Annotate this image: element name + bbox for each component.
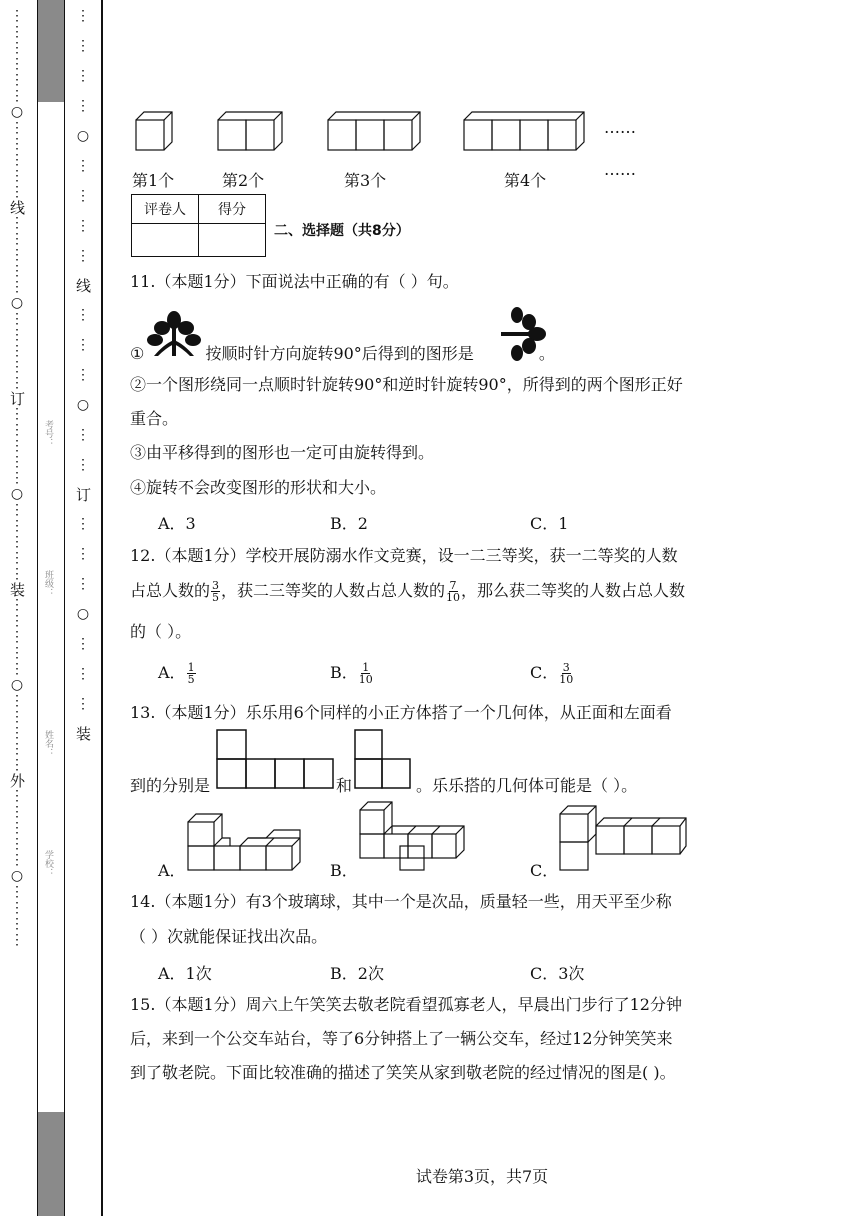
binding-char-wai: 外 bbox=[8, 773, 26, 788]
q14-option-b[interactable]: B．2次 bbox=[330, 964, 384, 983]
q12-option-b[interactable] bbox=[330, 660, 374, 685]
outer-dotted-column: ⋮ ⋮ ⋮ ⋮ ⋮ ⋮ ○ ⋮ ⋮ ⋮ ⋮ ⋮ 线 ⋮ ⋮ ⋮ ⋮ ⋮ ○ ⋮ ⋮ ⋮ ⋮ ⋮ 订 ⋮ ⋮ ⋮ ⋮ ⋮ ○ ⋮ ⋮ ⋮ ⋮ ⋮ 装 ⋮ ⋮ ⋮ ⋮ ⋮ ○ ⋮ ⋮ ⋮ ⋮ ⋮ 外 ⋮ ⋮ ⋮ ⋮ ⋮ ○ ⋮ ⋮ ⋮ ⋮ bbox=[8, 8, 26, 948]
q14-option-a[interactable]: A．1次 bbox=[158, 964, 212, 983]
q14-option-c[interactable]: C．3次 bbox=[530, 964, 585, 983]
q11-statement-4: ④旋转不会改变图形的形状和大小。 bbox=[130, 478, 387, 497]
q15-line-1: 15.（本题1分）周六上午笑笑去敬老院看望孤寡老人，早晨出门步行了12分钟 bbox=[130, 995, 682, 1014]
binding-circle: ○ bbox=[76, 128, 90, 144]
inner-dotted-column: ⋮ ⋮ ⋮ ⋮ ○ ⋮ ⋮ ⋮ ⋮ 线 ⋮ ⋮ ⋮ ○ ⋮ ⋮ 订 ⋮ ⋮ ⋮ ○ ⋮ ⋮ ⋮ 装 bbox=[74, 8, 92, 741]
numerator: 3 bbox=[562, 661, 570, 674]
q15-line-3: 到了敬老院。下面比较准确的描述了笑笑从家到敬老院的经过情况的图是( )。 bbox=[130, 1063, 676, 1082]
binding-circle: ○ bbox=[76, 397, 90, 413]
q12-text-b: ，获二三等奖的人数占总人数的 bbox=[221, 581, 446, 600]
q12-text-a: 占总人数的 bbox=[130, 581, 211, 600]
q12-frac1-denominator: 5 bbox=[212, 591, 220, 604]
q13-text-a: 到的分别是 bbox=[130, 776, 211, 795]
binding-rule-right bbox=[64, 0, 65, 1216]
binding-gray-bar-bottom bbox=[38, 1112, 64, 1216]
field-mark: 学校： bbox=[43, 850, 53, 877]
q13-option-c-solid[interactable] bbox=[558, 804, 688, 872]
score-table-header-grader: 评卷人 bbox=[132, 195, 199, 224]
binding-circle: ○ bbox=[76, 606, 90, 622]
q13-option-c[interactable]: C． bbox=[530, 861, 559, 880]
q13-option-b-solid[interactable] bbox=[358, 800, 468, 872]
q13-text-b: 和 bbox=[336, 776, 353, 795]
denominator: 5 bbox=[187, 673, 195, 686]
binding-char-xian: 线 bbox=[74, 278, 92, 293]
q12-option-a[interactable] bbox=[158, 660, 197, 685]
q11-statement-3: ③由平移得到的图形也一定可由旋转得到。 bbox=[130, 443, 435, 462]
page-footer: 试卷第3页，共7页 bbox=[415, 1167, 549, 1186]
q11-option-c[interactable]: C．1 bbox=[530, 514, 569, 533]
section-title: 二、选择题（共8分） bbox=[274, 223, 410, 239]
ellipsis-top: …… bbox=[604, 118, 636, 137]
denominator: 10 bbox=[559, 673, 574, 686]
q12-option-b-fraction bbox=[359, 662, 373, 685]
q12-option-b-letter: B． bbox=[330, 663, 358, 682]
binding-gray-bar-top bbox=[38, 0, 64, 102]
q11-statement-2b: 重合。 bbox=[130, 409, 179, 428]
binding-char-zhuang: 装 bbox=[74, 726, 92, 741]
q11-s1-prefix: ① bbox=[130, 344, 145, 363]
binding-rule-outer bbox=[101, 0, 103, 1216]
q13-text-c: 。乐乐搭的几何体可能是（ ）。 bbox=[416, 776, 638, 795]
binding-circle: ○ bbox=[10, 104, 24, 120]
q11-option-b[interactable]: B．2 bbox=[330, 514, 368, 533]
exam-page bbox=[104, 0, 860, 1216]
q12-frac1-numerator: 3 bbox=[212, 579, 220, 592]
binding-char-zhuang: 装 bbox=[8, 582, 26, 597]
binding-circle: ○ bbox=[10, 295, 24, 311]
q12-fraction-2 bbox=[446, 580, 460, 603]
q12-option-c-fraction bbox=[559, 662, 573, 685]
binding-rule-left bbox=[37, 0, 38, 1216]
field-mark: 姓名： bbox=[43, 730, 53, 757]
q12-frac2-numerator: 7 bbox=[449, 579, 457, 592]
sequence-label-2: 第2个 bbox=[222, 171, 265, 190]
front-view-figure bbox=[216, 728, 336, 790]
q12-text-c: ，那么获二等奖的人数占总人数 bbox=[461, 581, 686, 600]
sequence-label-1: 第1个 bbox=[132, 171, 175, 190]
binding-circle: ○ bbox=[10, 868, 24, 884]
left-view-figure bbox=[354, 728, 414, 790]
q12-line-2 bbox=[130, 580, 685, 603]
score-table bbox=[131, 194, 266, 257]
binding-circle: ○ bbox=[10, 677, 24, 693]
q12-fraction-1 bbox=[211, 580, 220, 603]
ellipsis-bottom: …… bbox=[604, 160, 636, 179]
binding-char-ding: 订 bbox=[74, 487, 92, 502]
sequence-label-3: 第3个 bbox=[344, 171, 387, 190]
q11-stem: 11.（本题1分）下面说法中正确的有（ ）句。 bbox=[130, 272, 459, 291]
q11-s1-text: 按顺时针方向旋转90°后得到的图形是 bbox=[205, 344, 474, 363]
leaf-shape-rotated-icon bbox=[492, 306, 546, 362]
q12-option-c-letter: C． bbox=[530, 663, 559, 682]
q12-line-3: 的（ ）。 bbox=[130, 622, 192, 641]
cube-sequence-figure bbox=[130, 108, 670, 178]
field-mark: 考号： bbox=[43, 420, 53, 447]
binding-margin bbox=[0, 0, 104, 1216]
sequence-label-4: 第4个 bbox=[504, 171, 547, 190]
numerator: 1 bbox=[187, 661, 195, 674]
denominator: 10 bbox=[358, 673, 373, 686]
q11-option-a[interactable]: A．3 bbox=[158, 514, 196, 533]
score-table-header-score: 得分 bbox=[199, 195, 266, 224]
q13-line-1: 13.（本题1分）乐乐用6个同样的小正方体搭了一个几何体，从正面和左面看 bbox=[130, 703, 672, 722]
field-mark: 班级： bbox=[43, 570, 53, 597]
q14-line-2: （ ）次就能保证找出次品。 bbox=[130, 927, 328, 946]
q12-option-c[interactable] bbox=[530, 660, 574, 685]
q13-option-b[interactable]: B． bbox=[330, 861, 358, 880]
q12-option-a-fraction bbox=[187, 662, 196, 685]
numerator: 1 bbox=[362, 661, 370, 674]
binding-char-xian: 线 bbox=[8, 200, 26, 215]
q12-frac2-denominator: 10 bbox=[446, 591, 461, 604]
q12-line-1: 12.（本题1分）学校开展防溺水作文竞赛，设一二三等奖，获一二等奖的人数 bbox=[130, 546, 678, 565]
q11-statement-2a: ②一个图形绕同一点顺时针旋转90°和逆时针旋转90°，所得到的两个图形正好 bbox=[130, 375, 683, 394]
q12-option-a-letter: A． bbox=[158, 663, 186, 682]
q11-s1-end: 。 bbox=[538, 344, 555, 363]
q14-line-1: 14.（本题1分）有3个玻璃球，其中一个是次品，质量轻一些，用天平至少称 bbox=[130, 892, 672, 911]
score-table-cell-grader[interactable] bbox=[132, 224, 199, 257]
q15-line-2: 后，来到一个公交车站台，等了6分钟搭上了一辆公交车，经过12分钟笑笑来 bbox=[130, 1029, 673, 1048]
binding-char-ding: 订 bbox=[8, 391, 26, 406]
binding-circle: ○ bbox=[10, 486, 24, 502]
q13-option-a[interactable]: A． bbox=[158, 861, 186, 880]
q13-option-a-solid[interactable] bbox=[186, 806, 306, 872]
score-table-cell-score[interactable] bbox=[199, 224, 266, 257]
leaf-shape-original-icon bbox=[146, 310, 202, 358]
